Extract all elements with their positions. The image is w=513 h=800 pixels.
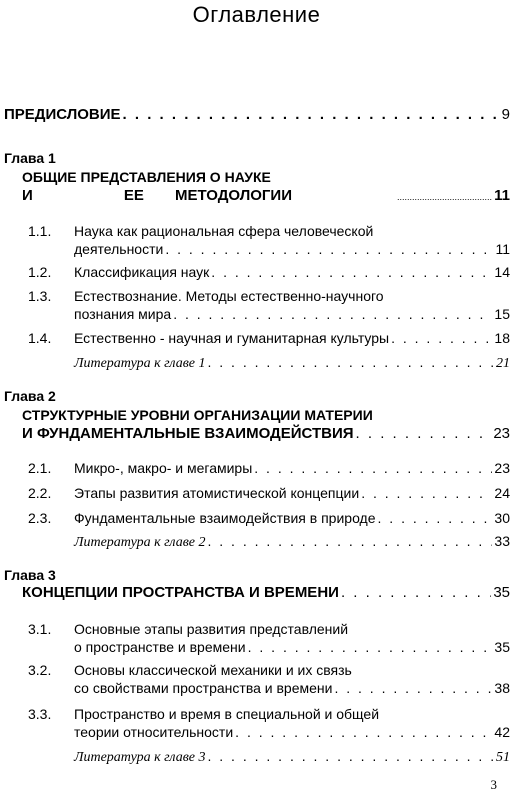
section-number: 3.1. [28, 621, 52, 637]
entry-page: 33 [494, 533, 510, 549]
section-title-cont: со свойствами пространства и времени [74, 680, 333, 696]
literature-label: Литература к главе 1 [74, 356, 206, 371]
chapter-label: Глава 1 [4, 150, 56, 166]
dot-leader [208, 747, 495, 765]
dot-leader [165, 240, 493, 258]
entry-page: 23 [493, 425, 510, 442]
section-number: 3.3. [28, 706, 52, 722]
entry-page: 24 [494, 485, 510, 501]
chapter-title: КОНЦЕПЦИИ ПРОСТРАНСТВА И ВРЕМЕНИ [22, 584, 339, 601]
section-number: 1.2. [28, 264, 52, 280]
literature-label: Литература к главе 3 [74, 750, 206, 765]
chapter-label: Глава 2 [4, 388, 56, 404]
toc-entry-literature [74, 353, 510, 373]
chapter-title-cont: И ФУНДАМЕНТАЛЬНЫЕ ВЗАИМОДЕЙСТВИЯ [22, 425, 354, 442]
chapter-title: СТРУКТУРНЫЕ УРОВНИ ОРГАНИЗАЦИИ МАТЕРИИ [22, 407, 373, 423]
section-number: 2.3. [28, 510, 52, 526]
toc-entry [74, 484, 510, 502]
entry-page: 23 [494, 460, 510, 476]
toc-entry-preface [4, 106, 510, 124]
toc-entry [74, 459, 510, 477]
chapter-title-word: ЕЕ [123, 187, 144, 204]
page-title: Оглавление [192, 2, 321, 27]
toc-entry-chapter [22, 584, 510, 602]
section-number: 3.2. [28, 662, 52, 678]
dot-leader [361, 484, 492, 502]
section-title-cont: деятельности [74, 241, 164, 257]
entry-page: 9 [501, 106, 510, 123]
chapter-title-word: МЕТОДОЛОГИИ [174, 187, 292, 204]
entry-page: 15 [494, 306, 510, 322]
entry-page: 35 [493, 584, 510, 601]
entry-page: 18 [494, 330, 510, 346]
section-title: Наука как рациональная сфера человеческой [74, 223, 374, 239]
entry-page: 42 [494, 724, 510, 740]
toc-entry [74, 723, 510, 741]
section-title: Естествознание. Методы естественно-научного [74, 288, 384, 304]
entry-page: 38 [494, 680, 510, 696]
chapter-title-word: И [22, 187, 33, 204]
dot-leader [356, 425, 492, 443]
toc-entry [74, 263, 510, 281]
dot-leader [123, 106, 500, 124]
section-title-cont: познания мира [74, 306, 172, 322]
chapter-title: ОБЩИЕ ПРЕДСТАВЛЕНИЯ О НАУКЕ [22, 169, 271, 185]
toc-entry-chapter-leader [395, 187, 510, 206]
section-number: 2.1. [28, 460, 52, 476]
dot-leader [208, 532, 493, 550]
section-number: 1.1. [28, 223, 52, 239]
entry-page: 35 [494, 639, 510, 655]
dot-leader [341, 584, 491, 602]
toc-entry [74, 329, 510, 347]
dot-leader [208, 353, 495, 371]
page-number: 3 [490, 777, 497, 792]
section-title-cont: о пространстве и времени [74, 639, 246, 655]
section-number: 2.2. [28, 485, 52, 501]
entry-page: 14 [494, 264, 510, 280]
section-title: Основы классической механики и их связь [74, 662, 352, 678]
chapter-title-line2 [22, 187, 292, 204]
dot-leader [211, 263, 492, 281]
dot-leader [397, 188, 492, 206]
section-number: 1.3. [28, 288, 52, 304]
toc-entry-chapter [22, 425, 510, 443]
section-title: Естественно - научная и гуманитарная культуры [74, 330, 390, 346]
entry-page: 21 [496, 356, 510, 371]
entry-page: 51 [496, 750, 510, 765]
dot-leader [334, 679, 492, 697]
dot-leader [173, 305, 492, 323]
toc-entry-literature [74, 747, 510, 767]
toc-entry-literature [74, 532, 510, 552]
section-title: Фундаментальные взаимодействия в природе [74, 510, 376, 526]
section-title: Основные этапы развития представлений [74, 621, 349, 637]
dot-leader [391, 329, 492, 347]
toc-entry [74, 240, 510, 258]
entry-page: 11 [495, 241, 510, 257]
section-title: Этапы развития атомистической концепции [74, 485, 360, 501]
toc-entry [74, 509, 510, 527]
entry-label: ПРЕДИСЛОВИЕ [4, 106, 121, 123]
section-number: 1.4. [28, 330, 52, 346]
dot-leader [378, 509, 493, 527]
section-title-cont: теории относительности [74, 724, 234, 740]
dot-leader [254, 459, 492, 477]
section-title: Пространство и время в специальной и общей [74, 706, 380, 722]
section-title: Микро-, макро- и мегамиры [74, 460, 253, 476]
entry-page: 30 [494, 510, 510, 526]
entry-page: 11 [494, 187, 510, 204]
chapter-label: Глава 3 [4, 567, 56, 583]
section-title: Классификация наук [74, 264, 210, 280]
literature-label: Литература к главе 2 [74, 535, 206, 550]
dot-leader [248, 638, 493, 656]
toc-entry [74, 679, 510, 697]
toc-entry [74, 305, 510, 323]
dot-leader [235, 723, 492, 741]
toc-entry [74, 638, 510, 656]
